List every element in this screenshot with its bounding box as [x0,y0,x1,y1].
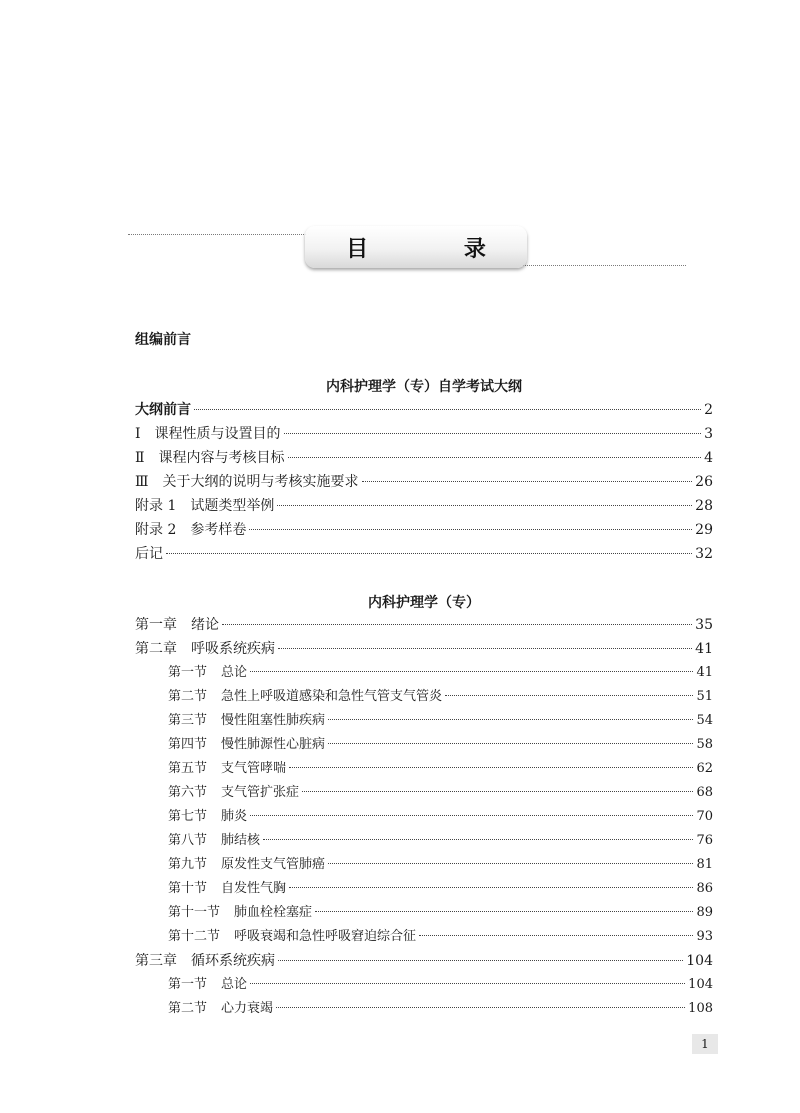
toc-entry-label: 总论 [221,977,248,992]
toc-entry-number: 第四节 [168,737,208,752]
toc-entry-label: 试题类型举例 [190,498,275,514]
toc-entry[interactable] [135,470,713,494]
toc-entry-label: 慢性肺源性心脏病 [221,737,326,752]
toc-entry-label: 参考样卷 [190,522,247,538]
syllabus-toc [135,398,713,566]
toc-entry-number: 第九节 [168,857,208,872]
dotted-rule-right [512,265,686,266]
toc-entry-label: 支气管扩张症 [221,785,300,800]
toc-entry-page: 70 [696,809,713,824]
dot-leader [445,695,693,696]
toc-entry[interactable] [135,494,713,518]
dot-leader [250,671,693,672]
toc-section[interactable] [135,853,713,877]
toc-entry-number: 附录 1 [135,498,177,514]
toc-entry-label: 课程内容与考核目标 [158,450,285,466]
toc-entry-number: Ⅰ [135,426,141,442]
toc-entry-number: Ⅱ [135,450,145,466]
page-number: 1 [692,1034,718,1054]
toc-entry-page: 41 [695,641,713,657]
toc-entry-number: 第一节 [168,665,208,680]
toc-section[interactable] [135,877,713,901]
dot-leader [289,887,693,888]
dot-leader [288,457,702,458]
dot-leader [263,839,693,840]
toc-entry-label: 总论 [221,665,248,680]
toc-entry-label: 呼吸系统疾病 [191,641,275,657]
toc-entry-number: 第三章 [135,953,177,969]
textbook-heading: 内科护理学（专） [368,595,480,611]
toc-entry-page: 86 [696,881,713,896]
toc-entry-page: 104 [686,953,713,969]
toc-entry-page: 4 [704,450,713,466]
toc-section[interactable] [135,709,713,733]
dotted-rule-left [128,234,310,235]
toc-entry-label: 肺结核 [221,833,261,848]
toc-entry-page: 54 [696,713,713,728]
toc-entry[interactable] [135,446,713,470]
toc-entry-number: 第十二节 [168,929,221,944]
toc-section[interactable] [135,757,713,781]
toc-entry-page: 81 [696,857,713,872]
toc-entry-label: 后记 [135,546,163,562]
dot-leader [277,505,692,506]
syllabus-heading: 内科护理学（专）自学考试大纲 [326,379,522,395]
toc-entry-page: 58 [696,737,713,752]
dot-leader [284,433,702,434]
toc-entry-number: 第一节 [168,977,208,992]
dot-leader [328,743,693,744]
toc-entry-page: 108 [688,1001,713,1016]
toc-entry-page: 51 [696,689,713,704]
toc-entry-label: 支气管哮喘 [221,761,287,776]
toc-entry-page: 32 [695,546,713,562]
dot-leader [302,791,693,792]
toc-entry-page: 35 [695,617,713,633]
toc-entry-number: 第五节 [168,761,208,776]
textbook-toc [135,613,713,1021]
toc-entry-label: 自发性气胸 [221,881,287,896]
toc-entry-page: 68 [696,785,713,800]
toc-entry-label: 绪论 [191,617,219,633]
toc-section[interactable] [135,733,713,757]
dot-leader [328,863,693,864]
dot-leader [194,409,701,410]
toc-entry-number: 第七节 [168,809,208,824]
toc-entry-label: 大纲前言 [135,402,191,418]
dot-leader [249,529,692,530]
toc-entry-page: 26 [695,474,713,490]
toc-section[interactable] [135,661,713,685]
toc-entry[interactable] [135,542,713,566]
dot-leader [419,935,693,936]
dot-leader [276,1007,685,1008]
toc-entry-label: 心力衰竭 [221,1001,274,1016]
toc-entry-label: 慢性阻塞性肺疾病 [221,713,326,728]
toc-section[interactable] [135,685,713,709]
title-banner [305,226,530,268]
toc-entry-page: 76 [696,833,713,848]
dot-leader [278,960,683,961]
toc-entry-page: 2 [704,402,713,418]
toc-entry-number: 第一章 [135,617,177,633]
dot-leader [250,983,685,984]
toc-entry-page: 104 [688,977,713,992]
dot-leader [328,719,693,720]
toc-entry-number: Ⅲ [135,474,149,490]
toc-entry[interactable] [135,398,713,422]
toc-entry-number: 第六节 [168,785,208,800]
toc-section[interactable] [135,973,713,997]
toc-entry-label: 原发性支气管肺癌 [221,857,326,872]
toc-entry-page: 93 [696,929,713,944]
toc-section[interactable] [135,829,713,853]
dot-leader [166,553,692,554]
toc-entry-label: 呼吸衰竭和急性呼吸窘迫综合征 [234,929,417,944]
dot-leader [278,648,692,649]
toc-entry-label: 急性上呼吸道感染和急性气管支气管炎 [221,689,443,704]
toc-entry-page: 89 [696,905,713,920]
toc-chapter[interactable] [135,613,713,637]
toc-entry-page: 29 [695,522,713,538]
toc-entry-number: 第八节 [168,833,208,848]
dot-leader [250,815,693,816]
dot-leader [289,767,693,768]
toc-section[interactable] [135,781,713,805]
toc-entry-label: 肺血栓栓塞症 [234,905,313,920]
toc-entry-label: 循环系统疾病 [191,953,275,969]
toc-entry-page: 41 [696,665,713,680]
toc-entry-label: 肺炎 [221,809,248,824]
page-title: 目 录 [346,236,530,262]
toc-entry-label: 课程性质与设置目的 [154,426,281,442]
toc-entry-number: 第十一节 [168,905,221,920]
toc-entry-number: 第二章 [135,641,177,657]
toc-entry-number: 第三节 [168,713,208,728]
toc-entry-number: 第二节 [168,689,208,704]
toc-entry[interactable] [135,422,713,446]
toc-section[interactable] [135,925,713,949]
toc-section[interactable] [135,997,713,1021]
toc-entry-page: 62 [696,761,713,776]
toc-entry-number: 第十节 [168,881,208,896]
toc-chapter[interactable] [135,949,713,973]
dot-leader [222,624,692,625]
preface-heading: 组编前言 [135,332,191,348]
toc-section[interactable] [135,805,713,829]
toc-entry-page: 3 [704,426,713,442]
dot-leader [362,481,693,482]
toc-entry-number: 附录 2 [135,522,177,538]
dot-leader [315,911,693,912]
toc-entry-page: 28 [695,498,713,514]
toc-entry-label: 关于大纲的说明与考核实施要求 [162,474,359,490]
toc-entry-number: 第二节 [168,1001,208,1016]
toc-section[interactable] [135,901,713,925]
toc-chapter[interactable] [135,637,713,661]
toc-entry[interactable] [135,518,713,542]
